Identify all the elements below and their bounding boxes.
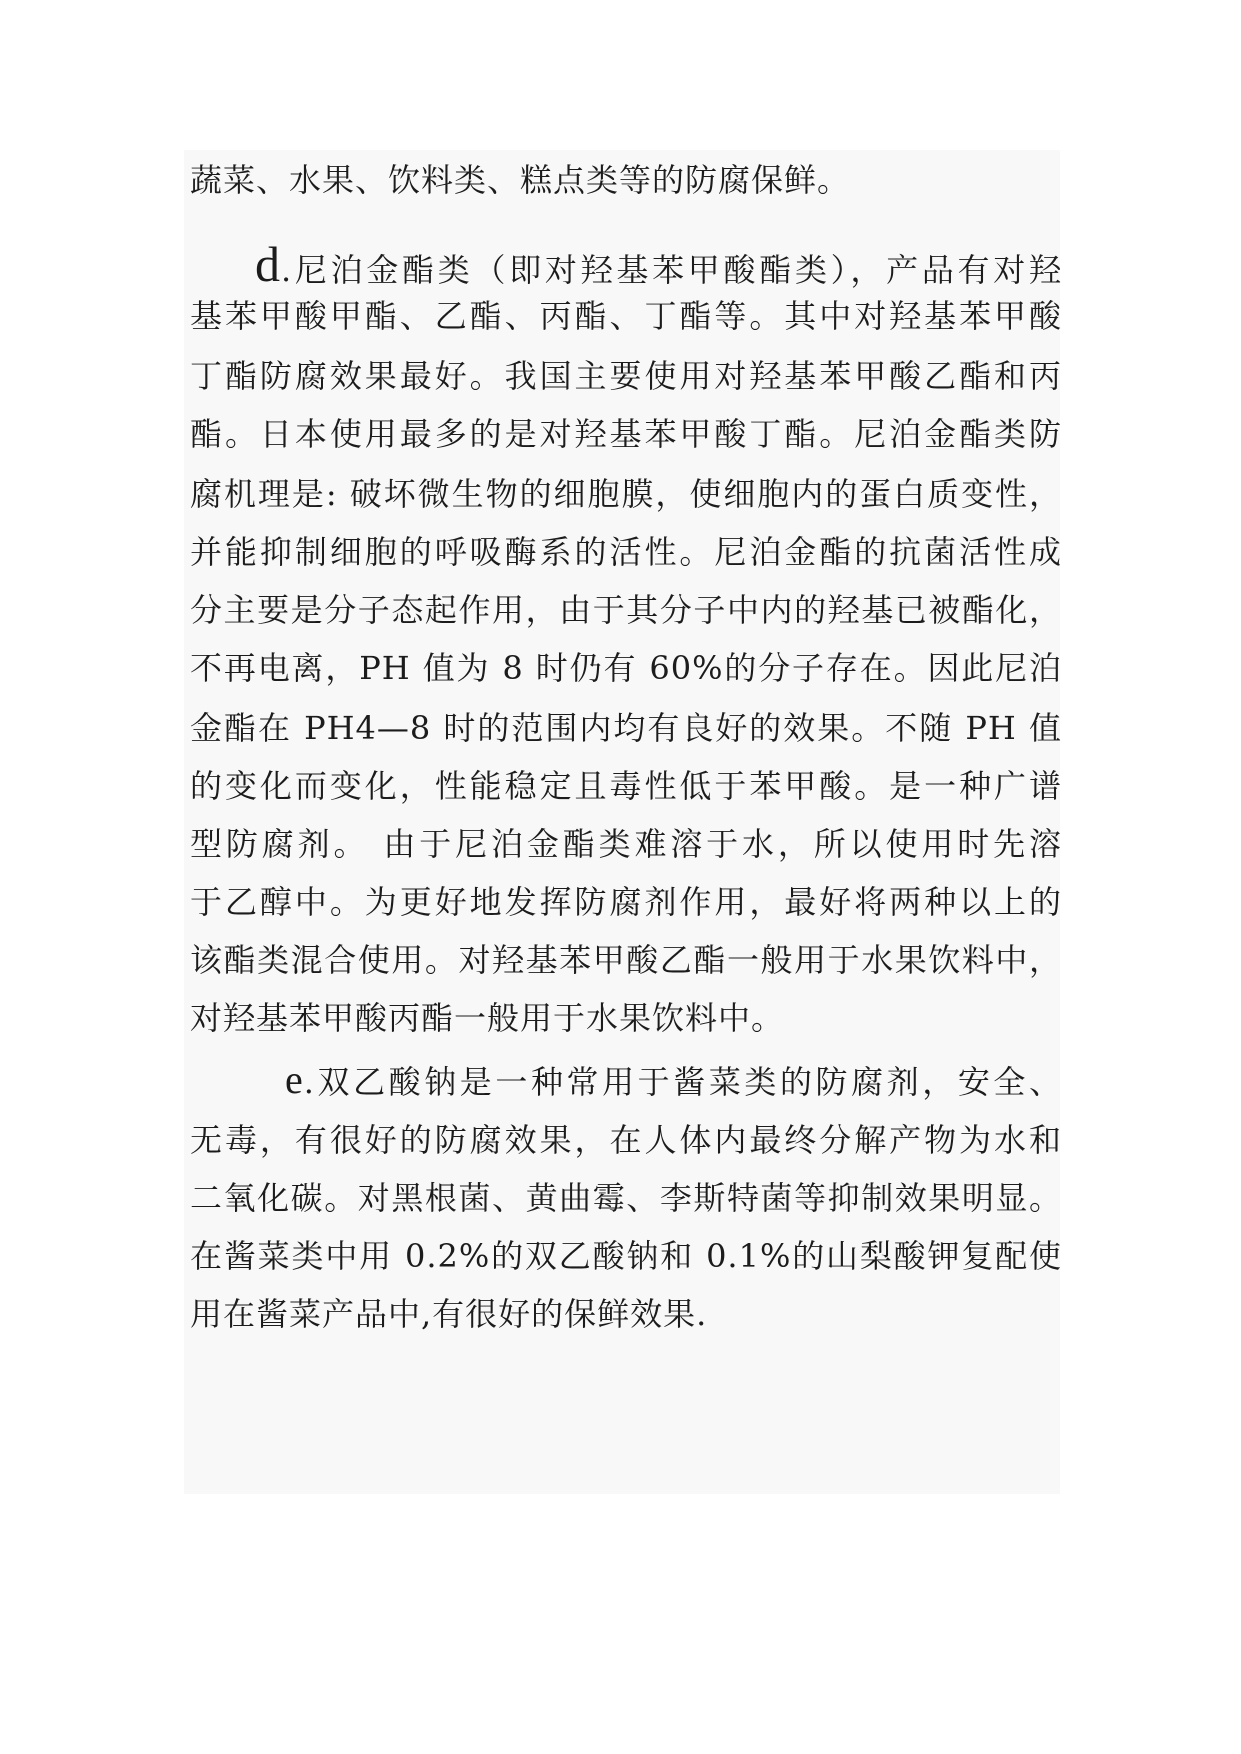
- text-line: 型防腐剂。 由于尼泊金酯类难溶于水，所以使用时先溶: [190, 825, 1062, 863]
- text-line: 用在酱菜产品中,有很好的保鲜效果.: [190, 1295, 708, 1333]
- text-line: 蔬菜、水果、饮料类、糕点类等的防腐保鲜。: [190, 161, 851, 199]
- text-line: 无毒，有很好的防腐效果，在人体内最终分解产物为水和: [190, 1121, 1062, 1159]
- text-line: 对羟基苯甲酸丙酯一般用于水果饮料中。: [190, 999, 785, 1037]
- list-marker: d: [255, 236, 281, 292]
- text-line: 的变化而变化，性能稳定且毒性低于苯甲酸。是一种广谱: [190, 767, 1062, 805]
- text-line: 二氧化碳。对黑根菌、黄曲霉、李斯特菌等抑制效果明显。: [190, 1179, 1062, 1217]
- text-line: 并能抑制细胞的呼吸酶系的活性。尼泊金酯的抗菌活性成: [190, 533, 1062, 571]
- text-line: 该酯类混合使用。对羟基苯甲酸乙酯一般用于水果饮料中，: [190, 941, 1062, 979]
- paragraph-d-first-line: d.尼泊金酯类（即对羟基苯甲酸酯类），产品有对羟: [255, 236, 1062, 292]
- text-line: 金酯在 PH4—8 时的范围内均有良好的效果。不随 PH 值: [190, 709, 1062, 747]
- paragraph-e-first-line: e.双乙酸钠是一种常用于酱菜类的防腐剂，安全、: [285, 1057, 1062, 1102]
- text-line: 酯。日本使用最多的是对羟基苯甲酸丁酯。尼泊金酯类防: [190, 415, 1062, 453]
- text-line: 基苯甲酸甲酯、乙酯、丙酯、丁酯等。其中对羟基苯甲酸: [190, 297, 1062, 335]
- text-line: 分主要是分子态起作用，由于其分子中内的羟基已被酯化，: [190, 591, 1062, 629]
- list-marker: e: [285, 1057, 304, 1102]
- text-line: 腐机理是: 破坏微生物的细胞膜，使细胞内的蛋白质变性，: [190, 475, 1062, 513]
- text-line: 在酱菜类中用 0.2%的双乙酸钠和 0.1%的山梨酸钾复配使: [190, 1237, 1062, 1275]
- text-line: 丁酯防腐效果最好。我国主要使用对羟基苯甲酸乙酯和丙: [190, 357, 1062, 395]
- text-line: 不再电离，PH 值为 8 时仍有 60%的分子存在。因此尼泊: [190, 649, 1062, 687]
- text-line: 于乙醇中。为更好地发挥防腐剂作用，最好将两种以上的: [190, 883, 1062, 921]
